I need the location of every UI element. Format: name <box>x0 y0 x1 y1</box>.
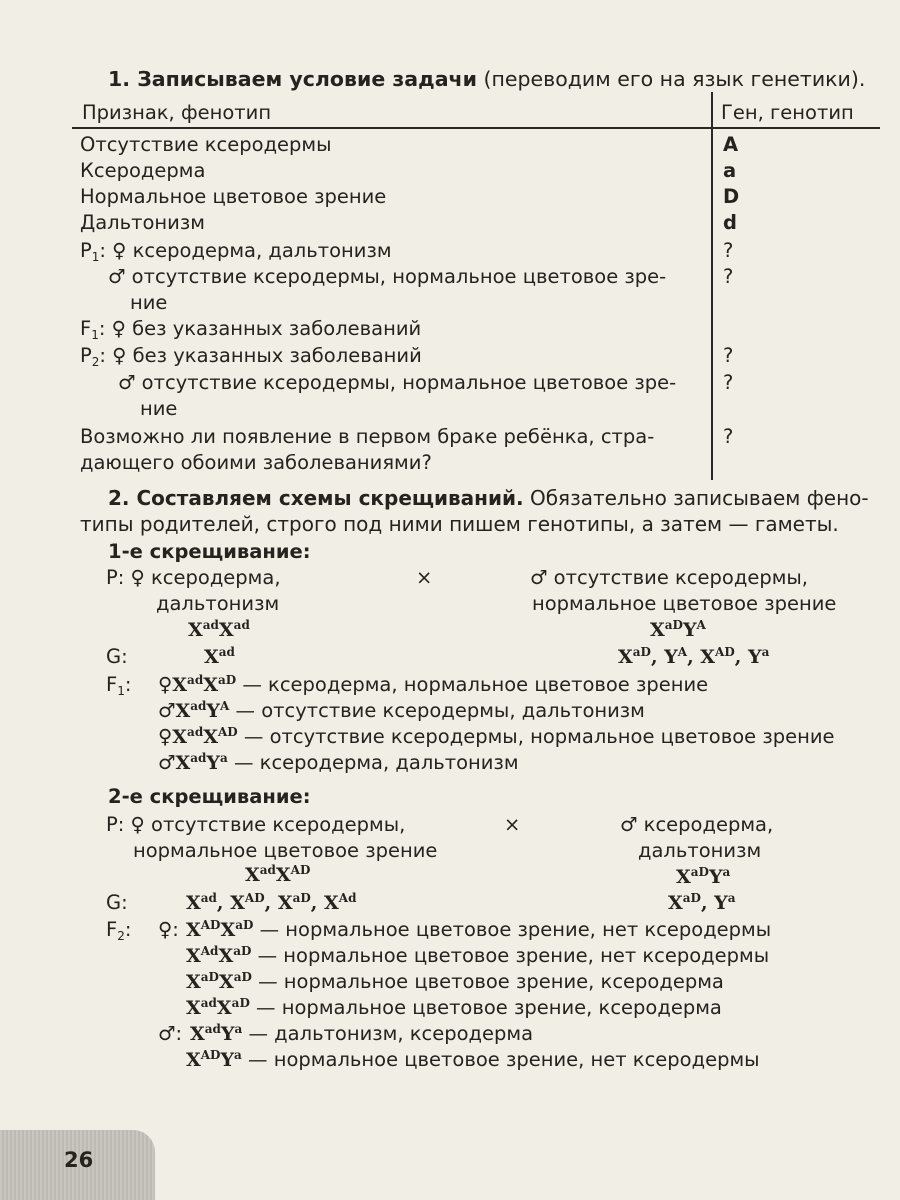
section2-line2: типы родителей, строго под ними пишем генотипы, а затем — гаметы. <box>80 512 839 536</box>
table-row-gene: D <box>723 185 740 208</box>
cross1-female-line1: P: ♀ ксеродерма, <box>106 566 281 589</box>
p2-male-gene: ? <box>723 371 734 394</box>
col2-header: Ген, генотип <box>721 101 854 124</box>
cross1-male-genotype: $X^{aD}Y^A$ <box>650 618 706 641</box>
cross1-f1-label: $F_1$: <box>106 673 132 698</box>
cross1-title: 1-е скрещивание: <box>108 540 311 563</box>
section2-line1: 2. Составляем схемы скрещиваний. Обязательно записываем фено- <box>108 486 869 510</box>
cross2-male-genotype: $X^{aD}Y^a$ <box>676 865 731 888</box>
cross2-offspring: $X^{aD}X^{aD}$ — нормальное цветовое зрение, ксеродерма <box>186 970 724 993</box>
p2-female-row: $P_2$: ♀ без указанных заболеваний <box>80 344 422 369</box>
cross1-female-line2: дальтонизм <box>156 592 280 615</box>
cross2-female-sign: ♀: <box>158 918 179 941</box>
p2-male-line1: ♂ отсутствие ксеродермы, нормальное цветовое зре- <box>118 371 677 394</box>
cross1-times: × <box>416 566 433 589</box>
question-line1: Возможно ли появление в первом браке ребёнка, стра- <box>80 425 655 448</box>
cross2-male-sign: ♂: <box>158 1022 183 1045</box>
table-header-rule <box>72 127 880 129</box>
section1-heading-rest: (переводим его на язык генетики). <box>476 67 866 91</box>
p2-male-line2: ние <box>140 397 178 420</box>
cross2-offspring: $X^{ad}X^{aD}$ — нормальное цветовое зрение, ксеродерма <box>186 996 722 1019</box>
cross2-female-line1: P: ♀ отсутствие ксеродермы, <box>106 813 406 836</box>
cross1-male-gametes: $X^{aD}$, $Y^A$, $X^{AD}$, $Y^a$ <box>618 645 770 668</box>
page-number: 26 <box>64 1148 94 1172</box>
table-row-trait: Дальтонизм <box>80 211 205 234</box>
cross1-male-line1: ♂ отсутствие ксеродермы, <box>530 566 808 589</box>
cross2-offspring: $X^{ad}Y^a$ — дальтонизм, ксеродерма <box>190 1022 534 1045</box>
cross1-offspring: $♀X^{ad}X^{AD}$ — отсутствие ксеродермы, нормальное цветовое зрение <box>158 725 835 748</box>
p1-male-gene: ? <box>723 265 734 288</box>
p1-male-line1: ♂ отсутствие ксеродермы, нормальное цветовое зре- <box>108 265 667 288</box>
p1-male-line2: ние <box>130 291 168 314</box>
cross1-offspring: $♂X^{ad}Y^a$ — ксеродерма, дальтонизм <box>158 751 519 774</box>
p1-female-row: $P_1$: ♀ ксеродерма, дальтонизм <box>80 239 392 264</box>
cross1-male-line2: нормальное цветовое зрение <box>532 592 837 615</box>
cross1-offspring: $♂X^{ad}Y^A$ — отсутствие ксеродермы, дальтонизм <box>158 699 645 722</box>
question-line2: дающего обоими заболеваниями? <box>80 451 432 474</box>
cross1-female-gametes: $X^{ad}$ <box>204 645 235 668</box>
cross2-male-gametes: $X^{aD}$, $Y^a$ <box>668 891 736 914</box>
table-row-trait: Отсутствие ксеродермы <box>80 133 332 156</box>
table-row-trait: Ксеродерма <box>80 159 206 182</box>
cross2-times: × <box>504 813 521 836</box>
cross2-offspring: $X^{AD}X^{aD}$ — нормальное цветовое зрение, нет ксеродермы <box>186 918 772 941</box>
cross2-female-gametes: $X^{ad}$, $X^{AD}$, $X^{aD}$, $X^{Ad}$ <box>186 891 357 914</box>
cross2-male-line1: ♂ ксеродерма, <box>620 813 774 836</box>
cross2-g-label: G: <box>106 891 128 914</box>
cross2-female-genotype: $X^{ad}X^{AD}$ <box>245 863 311 886</box>
col1-header: Признак, фенотип <box>82 101 272 124</box>
table-row-gene: a <box>723 159 737 182</box>
cross2-female-line2: нормальное цветовое зрение <box>133 839 438 862</box>
cross2-male-line2: дальтонизм <box>638 839 762 862</box>
p2-female-gene: ? <box>723 344 734 367</box>
question-gene: ? <box>723 425 734 448</box>
p1-female-gene: ? <box>723 239 734 262</box>
cross2-offspring: $X^{AD}Y^a$ — нормальное цветовое зрение, нет ксеродермы <box>186 1048 760 1071</box>
table-row-gene: d <box>723 211 737 234</box>
cross2-title: 2-е скрещивание: <box>108 785 311 808</box>
table-row-trait: Нормальное цветовое зрение <box>80 185 387 208</box>
table-row-gene: A <box>723 133 739 156</box>
table-column-divider <box>711 92 713 480</box>
cross1-female-genotype: $X^{ad}X^{ad}$ <box>188 618 250 641</box>
cross1-g-label: G: <box>106 645 128 668</box>
f1-row: $F_1$: ♀ без указанных заболеваний <box>80 317 422 342</box>
section1-heading: 1. Записываем условие задачи <box>108 67 477 91</box>
cross2-f2-label: $F_2$: <box>106 918 132 943</box>
cross2-offspring: $X^{Ad}X^{aD}$ — нормальное цветовое зрение, нет ксеродермы <box>186 944 770 967</box>
cross1-offspring: $♀X^{ad}X^{aD}$ — ксеродерма, нормальное цветовое зрение <box>158 673 709 696</box>
